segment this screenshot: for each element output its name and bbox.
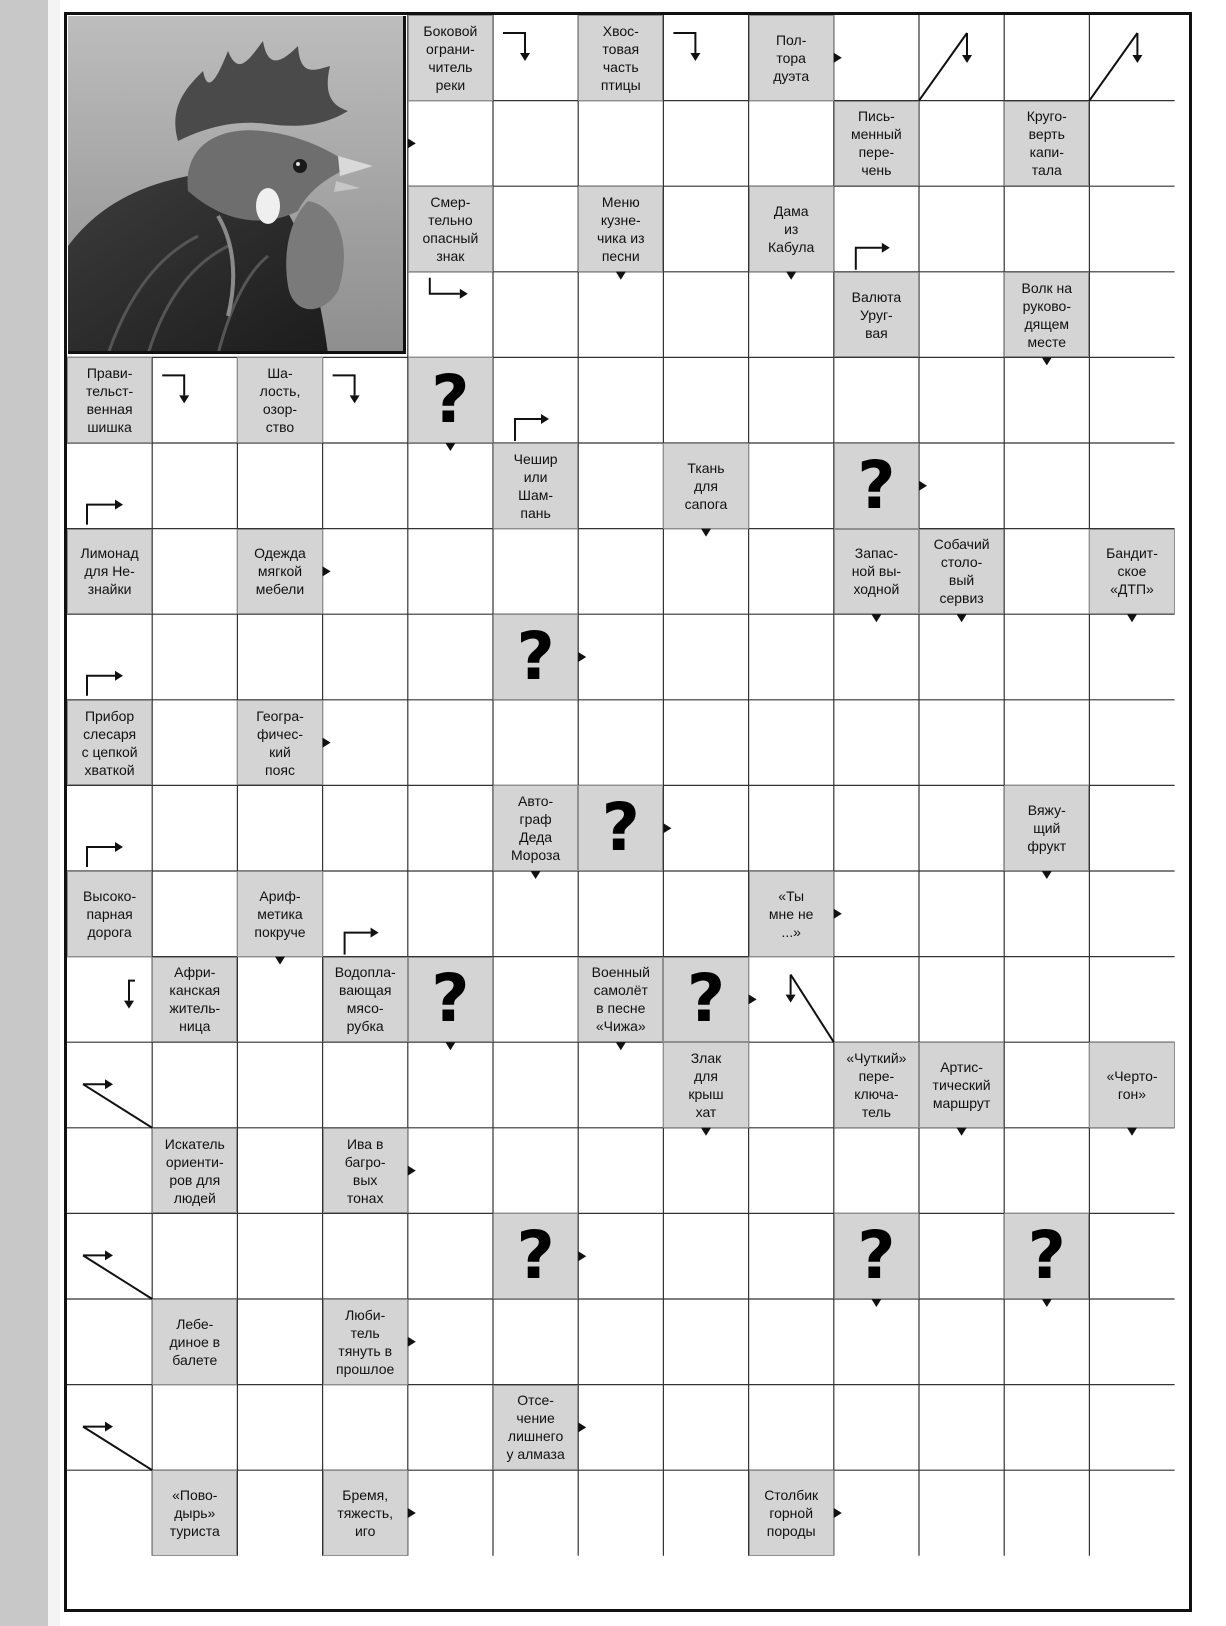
clue-text: Дама из Кабула <box>768 202 815 255</box>
rooster-icon <box>68 16 406 354</box>
clue-cell-c09 <box>834 272 919 358</box>
clue-cell-c37 <box>323 1299 408 1385</box>
mystery-clue-cell: ? <box>834 1213 919 1299</box>
clue-cell-c33 <box>1089 1042 1174 1128</box>
clue-cell-c30 <box>663 1042 748 1128</box>
clue-text: Прибор слесаря с цепкой хваткой <box>81 707 138 778</box>
clue-cell-c03 <box>749 15 834 101</box>
clue-cell-c35 <box>323 1128 408 1214</box>
clue-text: Водопла- вающая мясо- рубка <box>334 964 396 1035</box>
mystery-clue-cell: ? <box>578 785 663 871</box>
clue-text: Геогра- фичес- кий пояс <box>256 707 304 778</box>
clue-text: «Черто- гон» <box>1106 1067 1158 1102</box>
clue-cell-c31 <box>834 1042 919 1128</box>
clue-text: Артис- тический маршрут <box>932 1058 991 1111</box>
clue-text: «Ты мне не ...» <box>768 887 814 940</box>
clue-text: «Пово- дырь» туриста <box>169 1486 220 1539</box>
clue-text: Меню кузне- чика из песни <box>597 193 645 264</box>
clue-text: Авто- граф Деда Мороза <box>510 793 561 864</box>
clue-text: Боковой ограни- читель реки <box>423 22 478 93</box>
clue-text: Столбик горной породы <box>764 1486 819 1539</box>
clue-text: Прави- тельст- венная шишка <box>86 365 134 436</box>
clue-cell-c40 <box>323 1470 408 1556</box>
clue-cell-c24 <box>67 871 152 957</box>
clue-cell-c10 <box>1004 272 1089 358</box>
clue-cell-c25 <box>237 871 322 957</box>
clue-text: Валюта Уруг- вая <box>851 288 902 341</box>
clue-text: Злак для крыш хат <box>688 1049 724 1120</box>
clue-cell-c26 <box>749 871 834 957</box>
clue-cell-c05 <box>1004 101 1089 187</box>
clue-text: Вяжу- щий фрукт <box>1027 802 1067 855</box>
clue-text: Высоко- парная дорога <box>83 887 137 940</box>
clue-text: Смер- тельно опасный знак <box>422 193 479 264</box>
clue-text: Круго- верть капи- тала <box>1026 108 1067 179</box>
clue-cell-c29 <box>578 957 663 1043</box>
clue-text: Собачий столо- вый сервиз <box>933 536 990 607</box>
clue-text: Ива в багро- вых тонах <box>344 1135 386 1206</box>
clue-text: Лебе- диное в балете <box>169 1315 221 1368</box>
clue-text: Ша- лость, озор- ство <box>259 365 301 436</box>
clue-cell-c15 <box>67 529 152 615</box>
clue-text: Искатель ориенти- ров для людей <box>164 1135 225 1206</box>
clue-text: Хвос- товая часть птицы <box>600 22 641 93</box>
clue-cell-c32 <box>919 1042 1004 1128</box>
clue-text: Военный самолёт в песне «Чижа» <box>591 964 650 1035</box>
clue-cell-c06 <box>408 186 493 272</box>
clue-cell-c12 <box>237 357 322 443</box>
clue-text: Бремя, тяжесть, иго <box>337 1486 394 1539</box>
clue-cell-c22 <box>493 785 578 871</box>
clue-cell-c17 <box>834 529 919 615</box>
clue-text: Отсе- чение лишнего у алмаза <box>506 1392 565 1463</box>
mystery-clue-cell: ? <box>834 443 919 529</box>
clue-cell-c02 <box>578 15 663 101</box>
clue-cell-c41 <box>749 1470 834 1556</box>
crossword-grid <box>64 12 1192 1612</box>
clue-cell-c11 <box>67 357 152 443</box>
clue-text: Одежда мягкой мебели <box>254 545 306 598</box>
clue-cell-c20 <box>67 700 152 786</box>
clue-cell-c39 <box>152 1470 237 1556</box>
clue-text: Пол- тора дуэта <box>773 31 810 84</box>
clue-text: Лимонад для Не- знайки <box>80 545 139 598</box>
clue-cell-c19 <box>1089 529 1174 615</box>
page-edge <box>48 0 60 1626</box>
clue-cell-c18 <box>919 529 1004 615</box>
clue-cell-c38 <box>493 1385 578 1471</box>
clue-text: Чешир или Шам- пань <box>513 450 558 521</box>
clue-cell-c14 <box>663 443 748 529</box>
clue-text: «Чуткий» пере- ключа- тель <box>846 1049 907 1120</box>
clue-cell-c36 <box>152 1299 237 1385</box>
clue-text: Бандит- ское «ДТП» <box>1106 545 1158 598</box>
mystery-clue-cell: ? <box>493 614 578 700</box>
clue-cell-c23 <box>1004 785 1089 871</box>
clue-cell-c21 <box>237 700 322 786</box>
mystery-clue-cell: ? <box>408 357 493 443</box>
mystery-clue-cell: ? <box>1004 1213 1089 1299</box>
clue-cell-c13 <box>493 443 578 529</box>
mystery-clue-cell: ? <box>408 957 493 1043</box>
clue-text: Ариф- метика покруче <box>254 887 306 940</box>
clue-text: Запас- ной вы- ходной <box>851 545 902 598</box>
rooster-photo <box>68 16 406 354</box>
mystery-clue-cell: ? <box>493 1213 578 1299</box>
clue-cell-c01 <box>408 15 493 101</box>
clue-cell-c04 <box>834 101 919 187</box>
clue-cell-c34 <box>152 1128 237 1214</box>
mystery-clue-cell: ? <box>663 957 748 1043</box>
clue-cell-c16 <box>237 529 322 615</box>
clue-text: Пись- менный пере- чень <box>851 108 902 179</box>
clue-cell-c08 <box>749 186 834 272</box>
page-margin-strip <box>0 0 48 1626</box>
clue-cell-c07 <box>578 186 663 272</box>
clue-text: Афри- канская житель- ница <box>169 964 221 1035</box>
clue-text: Ткань для сапога <box>684 459 728 512</box>
clue-text: Волк на руково- дящем месте <box>1021 279 1073 350</box>
clue-cell-c28 <box>323 957 408 1043</box>
clue-cell-c27 <box>152 957 237 1043</box>
clue-text: Люби- тель тянуть в прошлое <box>336 1306 395 1377</box>
